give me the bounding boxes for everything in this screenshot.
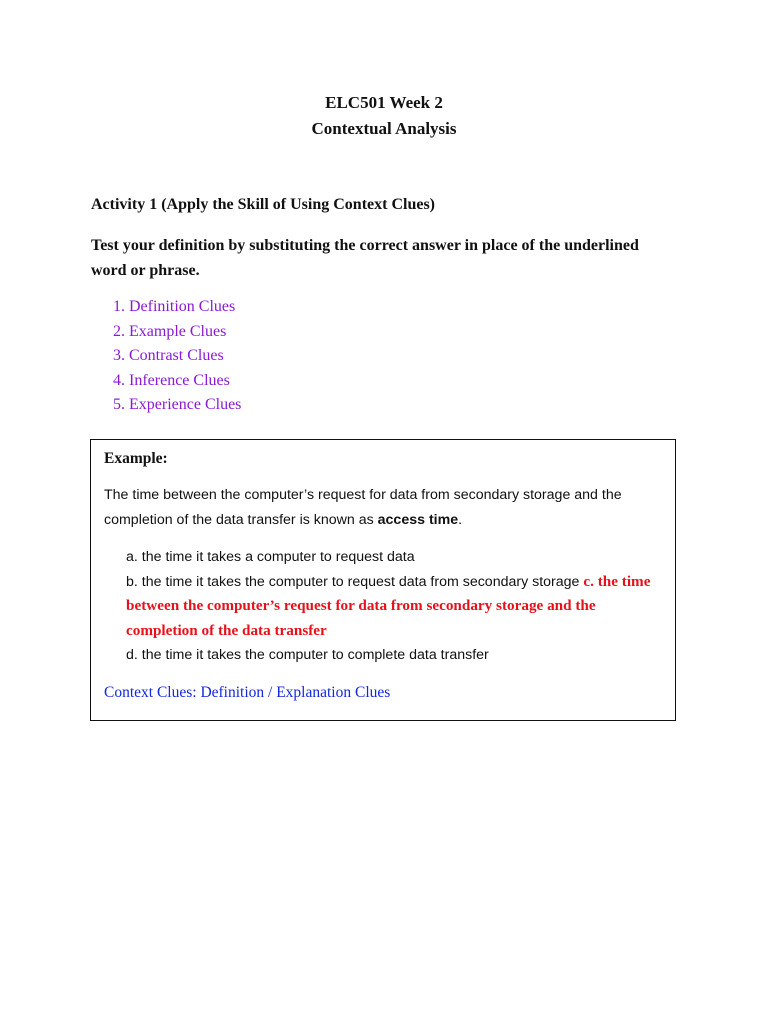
option-a: a. the time it takes a computer to request data xyxy=(126,549,415,565)
example-box xyxy=(90,439,676,721)
option-b: b. the time it takes the computer to request data from secondary storage xyxy=(126,573,584,590)
activity-instruction: Test your definition by substituting the correct answer in place of the underlined word or phrase. xyxy=(91,237,639,279)
clue-type-item: 3. Contrast Clues xyxy=(113,347,224,365)
clue-type-item: 5. Experience Clues xyxy=(113,396,242,414)
option-d: d. the time it takes the computer to complete data transfer xyxy=(126,647,489,664)
example-sentence-end: . xyxy=(458,512,463,528)
clue-type-item: 2. Example Clues xyxy=(113,322,227,340)
clue-type-item: 1. Definition Clues xyxy=(113,298,236,315)
topic-title: Contextual Analysis xyxy=(311,119,457,138)
clue-types-list xyxy=(113,295,241,418)
example-sentence-text: The time between the computer’s request for data from secondary storage and the completion of the data transfer is known as xyxy=(104,487,622,528)
option-c-correct: c. the time between the computer’s request for data from secondary storage and the completion of the data transfer xyxy=(126,572,651,639)
option-b-and-c xyxy=(126,570,666,644)
clue-answer: Context Clues: Definition / Explanation Clues xyxy=(104,684,391,701)
example-term: access time xyxy=(377,512,459,528)
clue-type-item: 4. Inference Clues xyxy=(113,371,230,389)
answer-options xyxy=(126,545,666,668)
example-sentence xyxy=(104,483,664,533)
activity-heading: Activity 1 (Apply the Skill of Using Context Clues) xyxy=(91,196,436,213)
example-label: Example: xyxy=(104,450,168,467)
course-week-title: ELC501 Week 2 xyxy=(325,93,443,112)
